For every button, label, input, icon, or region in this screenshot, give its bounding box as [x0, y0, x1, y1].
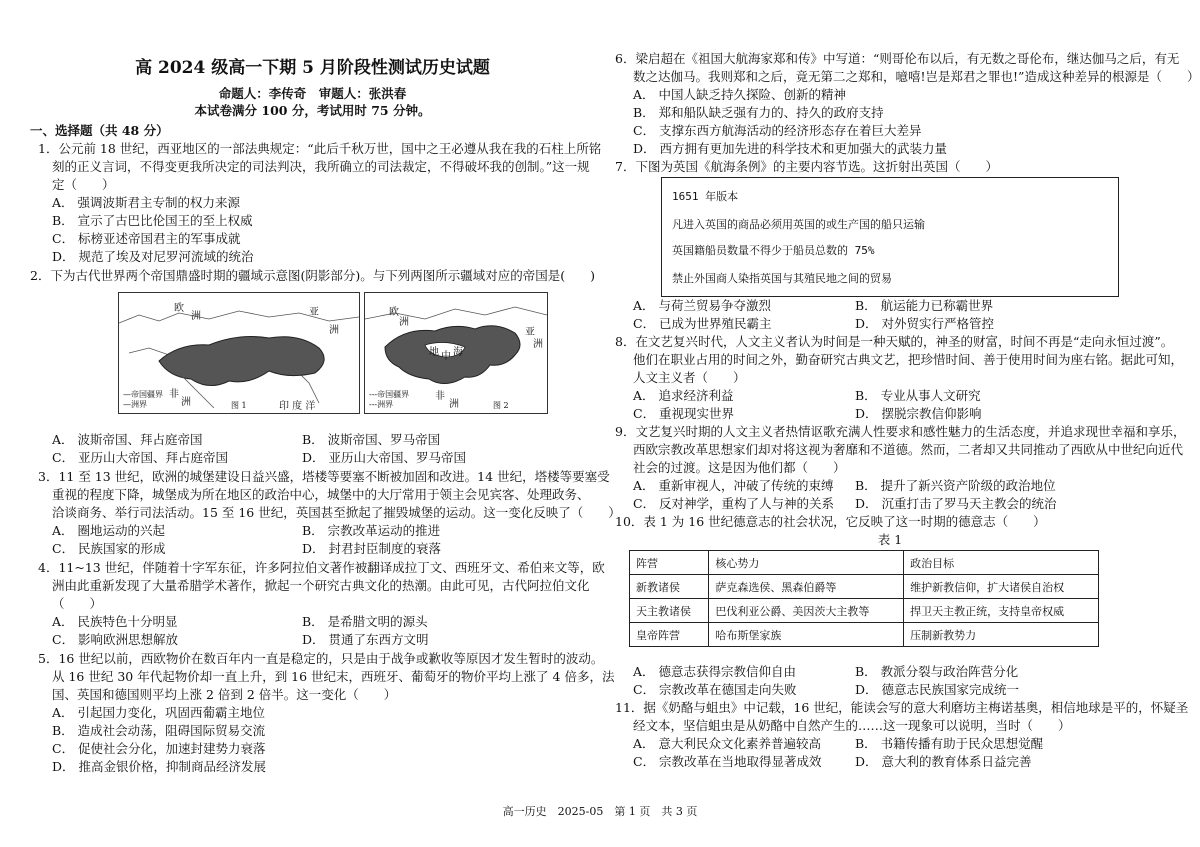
map-label: 亚 — [309, 307, 319, 318]
option-d: D． 规范了埃及对尼罗河流域的统治 — [52, 249, 254, 264]
option-a: A． 重新审视人，冲破了传统的束缚 — [633, 478, 834, 493]
option-b: B． 书籍传播有助于民众思想觉醒 — [855, 736, 1044, 751]
question-line: 4．11~13 世纪，伴随着十字军东征，许多阿拉伯文著作被翻译成拉丁文、西班牙文、希伯来文等，欧 — [38, 560, 605, 575]
map-label: 亚 — [525, 327, 535, 338]
question-line: 3．11 至 13 世纪，欧洲的城堡建设日益兴盛，塔楼等要塞不断被加固和改进。14 世纪，塔楼等要塞受 — [38, 469, 610, 484]
map-legend: ---洲界 — [369, 400, 394, 409]
map-label: 洲 — [533, 339, 543, 350]
option-d: D． 摆脱宗教信仰影响 — [855, 406, 982, 421]
table-title: 表 1 — [877, 532, 903, 547]
table-cell: 政治目标 — [904, 551, 1099, 575]
option-a: A． 强调波斯君主专制的权力来源 — [52, 195, 241, 210]
question-line: 7．下图为英国《航海条例》的主要内容节选。这折射出英国（ ） — [615, 159, 998, 174]
question-line: 10．表 1 为 16 世纪德意志的社会状况，它反映了这一时期的德意志（ ） — [615, 514, 1046, 529]
excerpt-line: 禁止外国商人染指英国与其殖民地之间的贸易 — [672, 272, 892, 285]
option-a: A． 意大利民众文化素养普遍较高 — [633, 736, 822, 751]
map-label: 中 — [441, 351, 451, 362]
table-cell: 哈布斯堡家族 — [709, 623, 904, 647]
table-cell: 维护新教信仰，扩大诸侯自治权 — [904, 575, 1099, 599]
question-line: （ ） — [52, 596, 103, 611]
table-cell: 核心势力 — [709, 551, 904, 575]
table-row — [630, 623, 1099, 647]
option-c: C． 亚历山大帝国、拜占庭帝国 — [52, 450, 229, 465]
question-line: 洲由此重新发现了大量希腊学术著作，掀起一个研究古典文化的热潮。由此可见，古代阿拉伯文化 — [52, 578, 590, 593]
option-d: D． 德意志民族国家完成统一 — [855, 682, 1019, 697]
question-line: 国、英国和德国则平均上涨 2 倍到 2 倍半。这一变化（ ） — [52, 687, 397, 702]
option-c: C． 标榜亚述帝国君主的军事成就 — [52, 231, 241, 246]
map-label: 地 — [429, 347, 439, 358]
map-caption: 图 2 — [493, 401, 509, 410]
question-line: 数之达伽马。我则郑和之后，竟无第二之郑和，噫嘻!岂是郑君之罪也!”造成这种差异的根源是（ ） — [633, 69, 1200, 84]
question-line: 从 16 世纪 30 年代起物价却一直上升，到 16 世纪末，西班牙、葡萄牙的物价平均上涨了 4 倍多，法 — [52, 669, 615, 684]
option-c: C． 民族国家的形成 — [52, 541, 166, 556]
map-legend: —帝国疆界 — [123, 390, 163, 399]
map-label: 欧 — [389, 307, 399, 318]
option-d: D． 贯通了东西方文明 — [302, 632, 429, 647]
option-d: D． 封君封臣制度的衰落 — [302, 541, 441, 556]
option-c: C． 已成为世界殖民霸主 — [633, 316, 772, 331]
map-label: 欧 — [174, 303, 184, 314]
question-line: 11．据《奶酪与蛆虫》中记载，16 世纪，能读会写的意大利磨坊主梅诺基奥，相信地球是平的，怀疑圣 — [615, 700, 1189, 715]
table-cell: 新教诸侯 — [630, 575, 709, 599]
exam-authors: 命题人：李传奇 审题人：张洪春 — [218, 86, 407, 101]
option-a: A． 引起国力变化，巩固西葡霸主地位 — [52, 705, 266, 720]
map-label: 洲 — [181, 397, 191, 408]
table-row — [630, 551, 1099, 575]
option-c: C． 影响欧洲思想解放 — [52, 632, 179, 647]
table-cell: 阵营 — [630, 551, 709, 575]
option-c: C． 宗教改革在当地取得显著成效 — [633, 754, 822, 769]
map-caption: 图 1 — [231, 401, 247, 410]
exam-meta: 本试卷满分 100 分，考试用时 75 分钟。 — [194, 103, 431, 118]
question-line: 他们在职业占用的时间之外，勤奋研究古典文艺，把珍惜时间、善于使用时间为座右铭。据此可知， — [633, 352, 1184, 367]
option-c: C． 促使社会分化，加速封建势力衰落 — [52, 741, 266, 756]
option-c: C． 支撑东西方航海活动的经济形态存在着巨大差异 — [633, 123, 922, 138]
page-footer: 高一历史 2025-05 第 1 页 共 3 页 — [502, 805, 698, 818]
option-c: C． 重视现实世界 — [633, 406, 735, 421]
question-line: 经文本，坚信蛆虫是从奶酪中自然产生的……这一现象可以说明，当时（ ） — [633, 718, 1071, 733]
map-label: 洲 — [399, 317, 409, 328]
option-d: D． 亚历山大帝国、罗马帝国 — [302, 450, 466, 465]
question-line: 定（ ） — [52, 177, 115, 192]
option-c: C． 反对神学，重构了人与神的关系 — [633, 496, 835, 511]
map-legend: ---帝国疆界 — [369, 390, 410, 399]
table-cell: 皇帝阵营 — [630, 623, 709, 647]
map-label: 海 — [453, 347, 463, 358]
map-label: 洲 — [449, 399, 459, 410]
table-row — [630, 599, 1099, 623]
option-c: C． 宗教改革在德国走向失败 — [633, 682, 797, 697]
map-label: 非 — [435, 391, 445, 402]
map-figure-1 — [118, 292, 360, 414]
option-a: A． 波斯帝国、拜占庭帝国 — [52, 432, 203, 447]
question-line: 2．下为古代世界两个帝国鼎盛时期的疆域示意图(阴影部分)。与下列两图所示疆域对应的帝国是( ) — [30, 268, 595, 283]
option-b: B． 宗教改革运动的推进 — [302, 523, 441, 538]
question-line: 社会的过渡。这是因为他们都（ ） — [633, 460, 846, 475]
map-label: 印 度 洋 — [279, 401, 316, 412]
table-cell: 天主教诸侯 — [630, 599, 709, 623]
table-cell: 萨克森选侯、黑森伯爵等 — [709, 575, 904, 599]
option-d: D． 沉重打击了罗马天主教会的统治 — [855, 496, 1057, 511]
question-line: 5．16 世纪以前，西欧物价在数百年内一直是稳定的，只是由于战争或歉收等原因才发生暂时的波动。 — [38, 651, 604, 666]
option-b: B． 郑和船队缺乏强有力的、持久的政府支持 — [633, 105, 884, 120]
map-label: 非 — [169, 389, 179, 400]
option-a: A． 追求经济利益 — [633, 388, 734, 403]
question-line: 洽谈商务、举行司法活动。15 至 16 世纪，英国甚至掀起了摧毁城堡的运动。这一变化反映了（ ） — [52, 505, 621, 520]
excerpt-line: 1651 年版本 — [672, 190, 739, 203]
question-line: 重视的程度下降，城堡成为所在地区的政治中心，城堡中的大厅常用于领主会见宾客、处理政务、 — [52, 487, 590, 502]
question-line: 刻的正义言词，不得变更我所决定的司法判决，我所确立的司法裁定，不得破坏我的创制。”这一规 — [52, 159, 590, 174]
exam-title: 高 2024 级高一下期 5 月阶段性测试历史试题 — [135, 58, 490, 78]
section-heading: 一、选择题（共 48 分） — [30, 123, 169, 138]
option-b: B． 波斯帝国、罗马帝国 — [302, 432, 441, 447]
table-cell: 巴伐利亚公爵、美因茨大主教等 — [709, 599, 904, 623]
option-d: D． 推高金银价格，抑制商品经济发展 — [52, 759, 266, 774]
map-legend: —洲界 — [123, 400, 147, 409]
option-a: A． 圈地运动的兴起 — [52, 523, 166, 538]
question-line: 6．梁启超在《祖国大航海家郑和传》中写道：“则哥伦布以后，有无数之哥伦布，继达伽马之后，有无 — [615, 51, 1180, 66]
excerpt-line: 凡进入英国的商品必须用英国的或生产国的船只运输 — [672, 218, 925, 231]
navigation-act-excerpt-box — [661, 177, 1119, 297]
option-a: A． 德意志获得宗教信仰自由 — [633, 664, 797, 679]
option-b: B． 提升了新兴资产阶级的政治地位 — [855, 478, 1056, 493]
table-row — [630, 575, 1099, 599]
map-label: 洲 — [191, 311, 201, 322]
option-d: D． 对外贸实行严格管控 — [855, 316, 994, 331]
map-figure-2 — [364, 292, 548, 414]
option-b: B． 教派分裂与政治阵营分化 — [855, 664, 1019, 679]
question-line: 人文主义者（ ） — [633, 370, 746, 385]
option-d: D． 西方拥有更加先进的科学技术和更加强大的武装力量 — [633, 141, 947, 156]
excerpt-line: 英国籍船员数量不得少于船员总数的 75% — [672, 244, 875, 257]
table-1 — [629, 550, 1099, 647]
option-b: B． 造成社会动荡，阻碍国际贸易交流 — [52, 723, 266, 738]
question-line: 9．文艺复兴时期的人文主义者热情讴歌充满人性要求和感性魅力的生活态度，并追求现世幸福和享乐， — [615, 424, 1186, 439]
option-b: B． 专业从事人文研究 — [855, 388, 981, 403]
table-cell: 捍卫天主教正统，支持皇帝权威 — [904, 599, 1099, 623]
question-line: 西欧宗教改革思想家们却对将这视为奢靡和不道德。然而，二者却又共同推动了西欧从中世纪向近代 — [633, 442, 1184, 457]
option-a: A． 与荷兰贸易争夺激烈 — [633, 298, 772, 313]
option-b: B． 是希腊文明的源头 — [302, 614, 428, 629]
option-b: B． 航运能力已称霸世界 — [855, 298, 994, 313]
table-cell: 压制新教势力 — [904, 623, 1099, 647]
question-line: 1．公元前 18 世纪，西亚地区的一部法典规定：“此后千秋万世，国中之王必遵从我在我的石柱上所铭 — [38, 141, 602, 156]
option-a: A． 中国人缺乏持久探险、创新的精神 — [633, 87, 847, 102]
map-label: 洲 — [329, 325, 339, 336]
question-line: 8．在文艺复兴时代，人文主义者认为时间是一种天赋的，神圣的财富，时间不再是“走向永恒过渡”。 — [615, 334, 1174, 349]
option-a: A． 民族特色十分明显 — [52, 614, 178, 629]
option-b: B． 宣示了古巴比伦国王的至上权威 — [52, 213, 253, 228]
option-d: D． 意大利的教育体系日益完善 — [855, 754, 1032, 769]
